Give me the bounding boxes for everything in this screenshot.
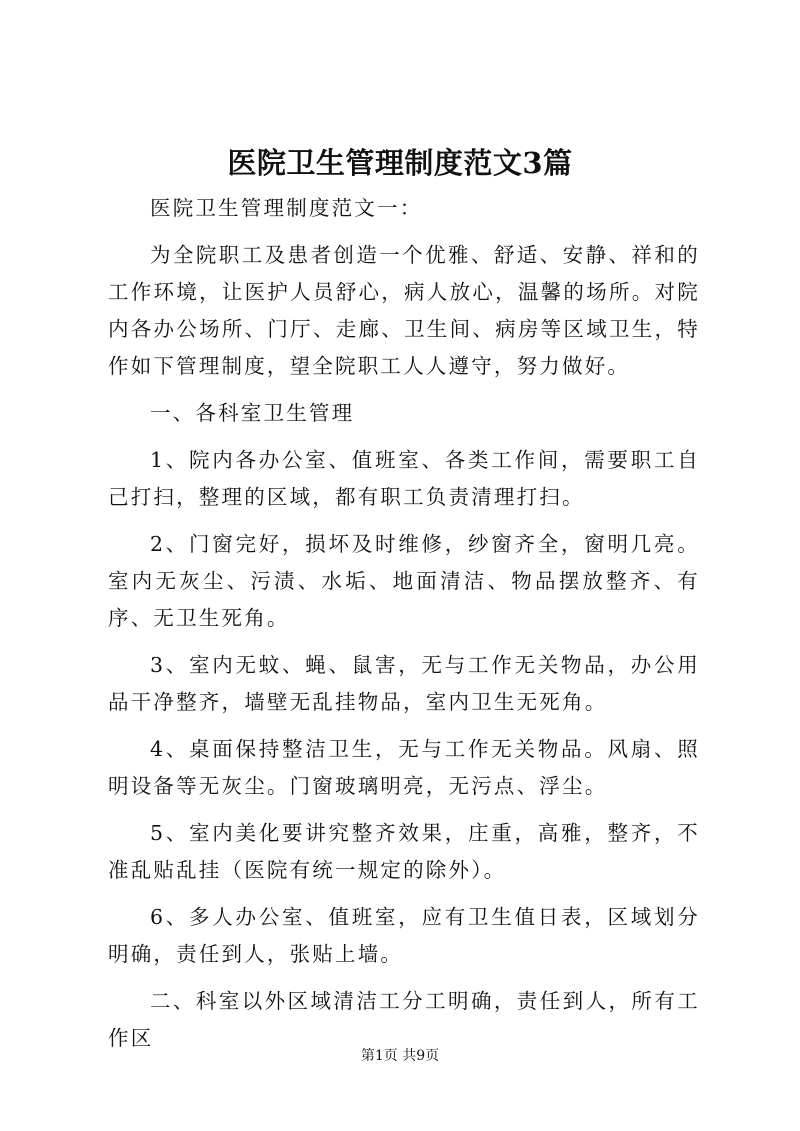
section-heading-1: 一、各科室卫生管理 (150, 401, 355, 425)
document-title: 医院卫生管理制度范文3篇 (227, 146, 573, 180)
paragraph-item-6: 6、多人办公室、值班室，应有卫生值日表，区域划分明确，责任到人，张贴上墙。 (108, 905, 700, 966)
paragraph-item-2: 2、门窗完好，损坏及时维修，纱窗齐全，窗明几亮。室内无灰尘、污渍、水垢、地面清洁、物品摆放整齐、有序、无卫生死角。 (108, 532, 700, 630)
paragraph-item-3: 3、室内无蚊、蝇、鼠害，无与工作无关物品，办公用品干净整齐，墙壁无乱挂物品，室内卫生无死角。 (108, 653, 700, 714)
page-footer: 第1页 共9页 (360, 1048, 440, 1064)
paragraph-intro: 为全院职工及患者创造一个优雅、舒适、安静、祥和的工作环境，让医护人员舒心，病人放心，温馨的场所。对院内各办公场所、门厅、走廊、卫生间、病房等区域卫生，特作如下管理制度，望全院职工人人遵守，努力做好。 (108, 243, 700, 378)
section-heading-2: 二、科室以外区域清洁工分工明确，责任到人，所有工作区 (108, 989, 700, 1050)
paragraph-item-1: 1、院内各办公室、值班室、各类工作间，需要职工自己打扫，整理的区域，都有职工负责清理打扫。 (108, 448, 700, 509)
paragraph-heading-1: 医院卫生管理制度范文一： (150, 196, 423, 220)
document-body (108, 190, 700, 1067)
paragraph-item-4: 4、桌面保持整洁卫生，无与工作无关物品。风扇、照明设备等无灰尘。门窗玻璃明亮，无污点、浮尘。 (108, 737, 700, 798)
paragraph-item-5: 5、室内美化要讲究整齐效果，庄重，高雅，整齐，不准乱贴乱挂（医院有统一规定的除外）。 (108, 821, 700, 882)
